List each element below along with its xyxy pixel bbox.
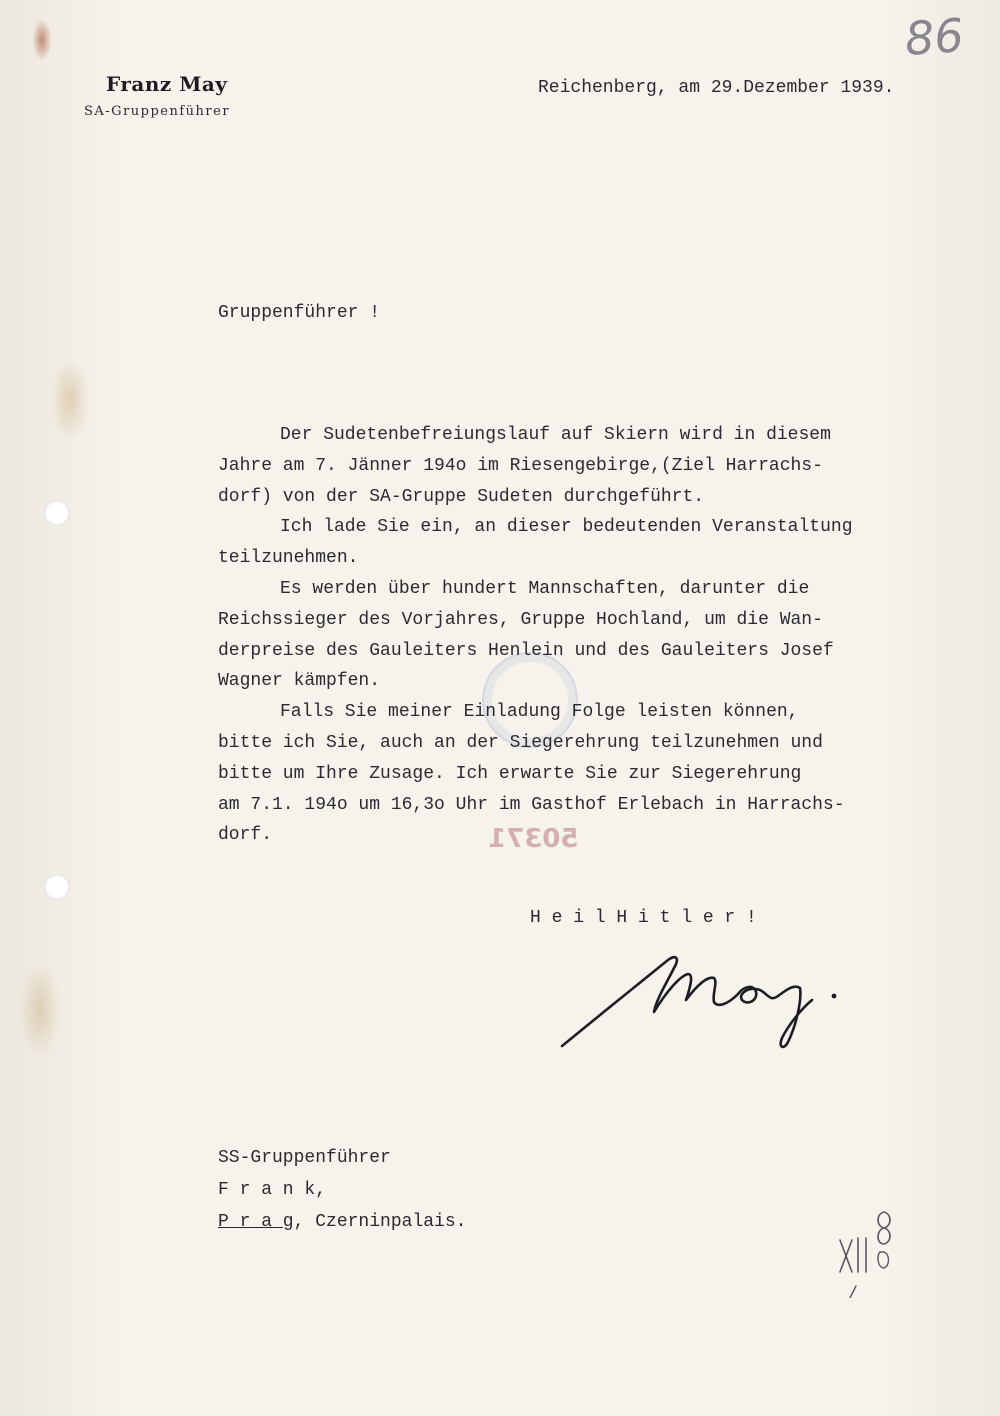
address-rest: , Czerninpalais. xyxy=(293,1212,467,1232)
body-line: teilzunehmen. xyxy=(218,548,359,569)
pencil-annotation-icon xyxy=(836,1208,896,1298)
address-line-location xyxy=(218,1206,466,1238)
body-line: derpreise des Gauleiters Henlein und des Gauleiters Josef xyxy=(218,640,834,661)
punch-hole-bottom xyxy=(44,874,70,900)
body-line: Ich lade Sie ein, an dieser bedeutenden Veranstaltung xyxy=(280,517,853,538)
signature-icon xyxy=(556,938,856,1058)
archive-stamp-number: 50371 xyxy=(488,824,579,854)
recipient-address xyxy=(218,1142,466,1238)
body-line: am 7.1. 194o um 16,3o Uhr im Gasthof Erlebach in Harrachs- xyxy=(218,794,845,815)
body-line: Falls Sie meiner Einladung Folge leisten können, xyxy=(280,702,799,723)
body-line: Jahre am 7. Jänner 194o im Riesengebirge,(Ziel Harrachs- xyxy=(218,455,823,476)
closing-greeting: H e i l H i t l e r ! xyxy=(530,908,757,928)
body-line: bitte ich Sie, auch an der Siegerehrung teilzunehmen und xyxy=(218,732,823,753)
body-line: bitte um Ihre Zusage. Ich erwarte Sie zur Siegerehrung xyxy=(218,763,802,784)
address-line-rank: SS-Gruppenführer xyxy=(218,1148,391,1168)
letter-body xyxy=(218,420,938,851)
body-line: dorf) von der SA-Gruppe Sudeten durchgeführt. xyxy=(218,486,705,507)
body-line: Reichssieger des Vorjahres, Gruppe Hochland, um die Wan- xyxy=(218,609,823,630)
salutation: Gruppenführer ! xyxy=(218,303,381,323)
body-line: Wagner kämpfen. xyxy=(218,671,381,692)
body-line: dorf. xyxy=(218,825,273,846)
body-line: Der Sudetenbefreiungslauf auf Skiern wird in diesem xyxy=(280,425,831,445)
punch-hole-top xyxy=(44,500,70,526)
address-city: P r a g xyxy=(218,1212,294,1232)
archive-folio-number: 86 xyxy=(903,8,966,66)
address-line-name: F r a n k, xyxy=(218,1180,327,1200)
body-line: Es werden über hundert Mannschaften, darunter die xyxy=(280,578,810,599)
dateline: Reichenberg, am 29.Dezember 1939. xyxy=(538,78,895,98)
letterhead-name: Franz May xyxy=(106,72,228,96)
letterhead-rank: SA-Gruppenführer xyxy=(84,104,231,119)
